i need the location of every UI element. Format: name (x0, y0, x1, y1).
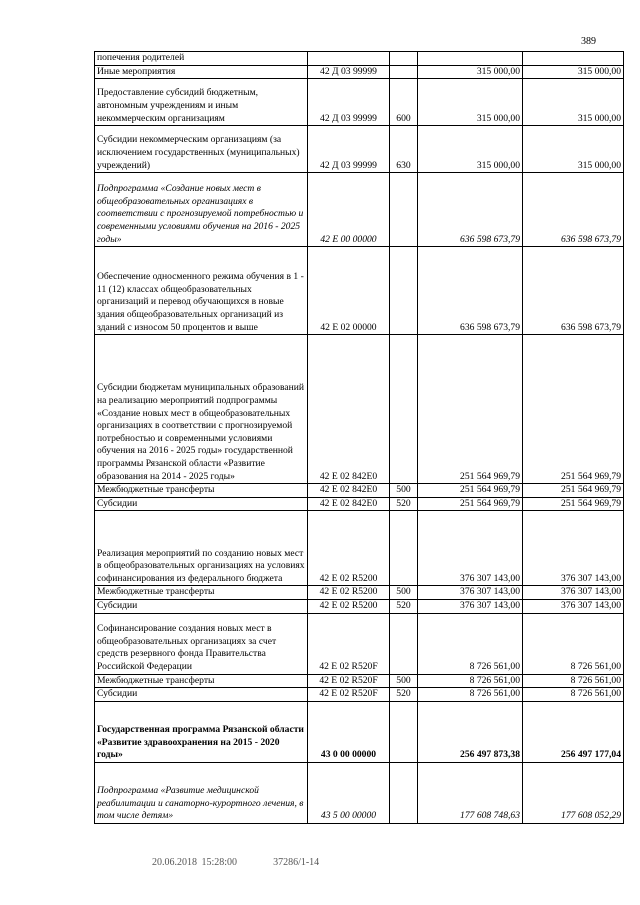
row-vr: 630 (390, 126, 418, 173)
row-vr: 520 (390, 688, 418, 702)
row-sum-1: 376 307 143,00 (418, 586, 523, 600)
row-sum-2: 8 726 561,00 (523, 674, 624, 688)
row-sum-2: 8 726 561,00 (523, 688, 624, 702)
row-vr (390, 762, 418, 823)
table-row (95, 126, 624, 173)
row-name: Реализация мероприятий по созданию новых мест в общеобразовательных организациях на условиях софинансирования из федерального бюджета (95, 511, 308, 586)
table-row (95, 688, 624, 702)
row-sum-2: 256 497 177,04 (523, 701, 624, 762)
row-csr: 42 Е 02 842Е0 (308, 335, 390, 484)
row-vr: 520 (390, 599, 418, 613)
row-name: Подпрограмма «Развитие медицинской реабилитации и санаторно-курортного лечения, в том числе детям» (95, 762, 308, 823)
row-csr: 42 Е 02 R520F (308, 613, 390, 674)
row-sum-2: 376 307 143,00 (523, 599, 624, 613)
row-sum-1: 315 000,00 (418, 65, 523, 79)
page-number: 389 (581, 36, 596, 47)
row-sum-2: 376 307 143,00 (523, 511, 624, 586)
row-csr (308, 52, 390, 66)
row-name: Обеспечение односменного режима обучения в 1 - 11 (12) классах общеобразовательных организаций и перевод обучающихся в новые здания общеобразовательных организаций из зданий с износом 50 процентов и выше (95, 247, 308, 335)
row-sum-1: 376 307 143,00 (418, 599, 523, 613)
row-name: Софинансирование создания новых мест в общеобразовательных организациях за счет средств резервного фонда Правительства Российской Федерации (95, 613, 308, 674)
row-sum-2: 251 564 969,79 (523, 484, 624, 498)
table-row (95, 586, 624, 600)
row-vr (390, 173, 418, 247)
table-row (95, 484, 624, 498)
row-csr: 42 Е 02 842Е0 (308, 497, 390, 511)
row-sum-1: 256 497 873,38 (418, 701, 523, 762)
row-sum-1: 636 598 673,79 (418, 247, 523, 335)
row-vr (390, 511, 418, 586)
row-vr (390, 52, 418, 66)
row-vr (390, 247, 418, 335)
row-name: Субсидии (95, 599, 308, 613)
row-sum-1: 251 564 969,79 (418, 335, 523, 484)
row-name: Подпрограмма «Создание новых мест в общеобразовательных организациях в соответствии с прогнозируемой потребностью и современными условиями обучения на 2016 - 2025 годы» (95, 173, 308, 247)
row-csr: 42 Е 02 R5200 (308, 586, 390, 600)
row-name: Субсидии (95, 497, 308, 511)
row-sum-1: 177 608 748,63 (418, 762, 523, 823)
row-sum-2: 315 000,00 (523, 79, 624, 126)
row-sum-1: 315 000,00 (418, 79, 523, 126)
row-name: Субсидии бюджетам муниципальных образований на реализацию мероприятий подпрограммы «Создание новых мест в общеобразовательных организациях в соответствии с прогнозируемой потребностью и современными условиями обучения на 2016 - 2025 годы» государственной программы Рязанской области «Развитие образования на 2014 - 2025 годы» (95, 335, 308, 484)
row-csr: 42 Е 00 00000 (308, 173, 390, 247)
table-row (95, 613, 624, 674)
row-sum-1 (418, 52, 523, 66)
row-csr: 43 5 00 00000 (308, 762, 390, 823)
row-sum-1: 376 307 143,00 (418, 511, 523, 586)
table-row (95, 79, 624, 126)
table-row (95, 701, 624, 762)
row-name: Государственная программа Рязанской области «Развитие здравоохранения на 2015 - 2020 годы» (95, 701, 308, 762)
row-name: Предоставление субсидий бюджетным, автономным учреждениям и иным некоммерческим организациям (95, 79, 308, 126)
row-vr: 600 (390, 79, 418, 126)
row-sum-2: 251 564 969,79 (523, 335, 624, 484)
budget-table (94, 51, 624, 824)
row-csr: 42 Д 03 99999 (308, 65, 390, 79)
row-vr: 520 (390, 497, 418, 511)
row-name: Иные мероприятия (95, 65, 308, 79)
row-vr (390, 701, 418, 762)
row-sum-2: 315 000,00 (523, 65, 624, 79)
row-name: Межбюджетные трансферты (95, 586, 308, 600)
row-vr (390, 65, 418, 79)
row-csr: 42 Е 02 R5200 (308, 599, 390, 613)
row-sum-2: 636 598 673,79 (523, 173, 624, 247)
footer-datetime: 20.06.2018 15:28:00 (152, 857, 238, 868)
row-csr: 42 Е 02 R520F (308, 688, 390, 702)
row-vr (390, 613, 418, 674)
row-vr (390, 335, 418, 484)
row-name: Субсидии (95, 688, 308, 702)
row-sum-2: 315 000,00 (523, 126, 624, 173)
row-name: попечения родителей (95, 52, 308, 66)
row-name: Межбюджетные трансферты (95, 674, 308, 688)
table-row (95, 599, 624, 613)
row-vr: 500 (390, 586, 418, 600)
row-name: Межбюджетные трансферты (95, 484, 308, 498)
row-csr: 42 Е 02 00000 (308, 247, 390, 335)
table-row (95, 173, 624, 247)
row-sum-2: 177 608 052,29 (523, 762, 624, 823)
table-row (95, 65, 624, 79)
row-sum-2: 376 307 143,00 (523, 586, 624, 600)
row-sum-2: 8 726 561,00 (523, 613, 624, 674)
row-name: Субсидии некоммерческим организациям (за исключением государственных (муниципальных) учреждений) (95, 126, 308, 173)
row-sum-1: 251 564 969,79 (418, 497, 523, 511)
row-sum-1: 8 726 561,00 (418, 674, 523, 688)
table-row (95, 247, 624, 335)
row-csr: 42 Д 03 99999 (308, 126, 390, 173)
row-sum-1: 8 726 561,00 (418, 688, 523, 702)
row-sum-1: 315 000,00 (418, 126, 523, 173)
footer (152, 857, 319, 868)
table-row (95, 335, 624, 484)
row-vr: 500 (390, 484, 418, 498)
row-csr: 42 Д 03 99999 (308, 79, 390, 126)
table-row (95, 52, 624, 66)
row-sum-1: 636 598 673,79 (418, 173, 523, 247)
footer-doc-id: 37286/1-14 (273, 857, 320, 868)
row-csr: 42 Е 02 842Е0 (308, 484, 390, 498)
row-csr: 42 Е 02 R5200 (308, 511, 390, 586)
row-sum-2: 636 598 673,79 (523, 247, 624, 335)
row-csr: 42 Е 02 R520F (308, 674, 390, 688)
row-vr: 500 (390, 674, 418, 688)
table-row (95, 762, 624, 823)
row-sum-1: 251 564 969,79 (418, 484, 523, 498)
table-row (95, 511, 624, 586)
row-csr: 43 0 00 00000 (308, 701, 390, 762)
row-sum-2: 251 564 969,79 (523, 497, 624, 511)
row-sum-1: 8 726 561,00 (418, 613, 523, 674)
row-sum-2 (523, 52, 624, 66)
table-row (95, 497, 624, 511)
table-row (95, 674, 624, 688)
